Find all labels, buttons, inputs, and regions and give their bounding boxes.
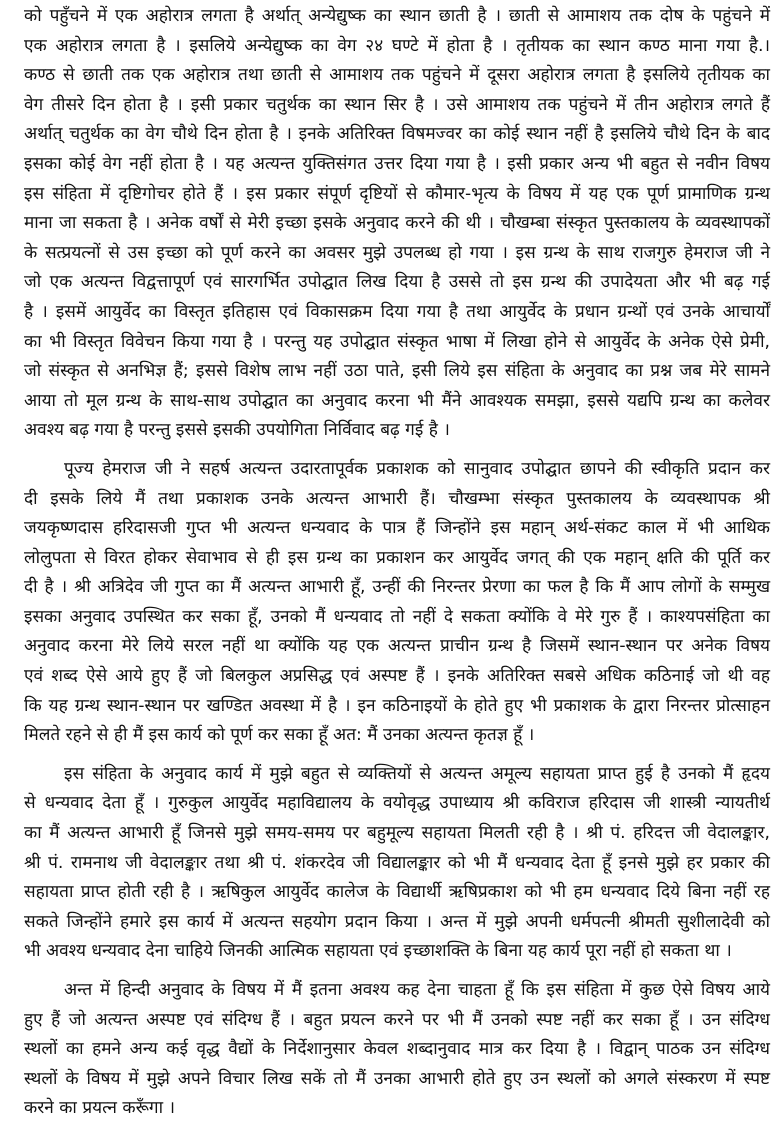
text-line: कि यह ग्रन्थ स्थान-स्थान पर खण्डित अवस्था में है । इन कठिनाइयों के होते हुए भी प्रकाशक के द्वारा निरन्तर प्रोत्साहन	[24, 695, 770, 716]
text-line: इस संहिता के अनुवाद कार्य में मुझे बहुत से व्यक्तियों से अत्यन्त अमूल्य सहायता प्राप्त हुई है उनको मैं हृदय	[64, 763, 770, 784]
text-line: का भी विस्तृत विवेचन किया गया है । परन्तु यह उपोद्घात संस्कृत भाषा में लिखा होने से आयुर्वेद के अनेक ऐसे प्रेमी,	[24, 331, 770, 352]
paragraph-1	[24, 2, 770, 446]
text-line: पूज्य हेमराज जी ने सहर्ष अत्यन्त उदारतापूर्वक प्रकाशक को सानुवाद उपोद्घात छापने की स्वीकृति प्रदान कर	[64, 458, 770, 479]
text-line: वेग तीसरे दिन होता है । इसी प्रकार चतुर्थक का स्थान सिर है । उसे आमाशय तक पहुंचने में तीन अहोरात्र लगते हैं	[24, 94, 770, 115]
text-line: से धन्यवाद देता हूँ । गुरुकुल आयुर्वेद महाविद्यालय के वयोवृद्ध उपाध्याय श्री कविराज हरिदास जी शास्त्री न्यायतीर्थ	[24, 793, 770, 814]
paragraph-2	[24, 455, 770, 751]
text-line: सहायता प्राप्त होती रही है । ऋषिकुल आयुर्वेद कालेज के विद्यार्थी ऋषिप्रकाश को भी हम धन्यवाद दिये बिना नहीं रह	[24, 882, 770, 903]
text-line: आया तो मूल ग्रन्थ के साथ-साथ उपोद्घात का अनुवाद करना भी मैंने आवश्यक समझा, इससे यद्यपि ग्रन्थ का कलेवर	[24, 390, 770, 411]
text-line: माना जा सकता है । अनेक वर्षों से मेरी इच्छा इसके अनुवाद करने की थी । चौखम्बा संस्कृत पुस्तकालय के व्यवस्थापकों	[24, 213, 770, 234]
text-line: के सत्प्रयत्नों से उस इच्छा को पूर्ण करने का अवसर मुझे उपलब्ध हो गया । इस ग्रन्थ के साथ राजगुरु हेमराज जी ने	[24, 242, 770, 263]
text-line: जो एक अत्यन्त विद्वत्तापूर्ण एवं सारगर्भित उपोद्घात लिख दिया है उससे तो इस ग्रन्थ की उपादेयता और भी बढ़ गई	[24, 272, 770, 293]
text-line: लोलुपता से विरत होकर सेवाभाव से ही इस ग्रन्थ का प्रकाशन कर आयुर्वेद जगत् की एक महान् क्षति की पूर्ति कर	[24, 547, 770, 568]
text-line: जो संस्कृत से अनभिज्ञ हैं; इससे विशेष लाभ नहीं उठा पाते, इसी लिये इस संहिता के अनुवाद का प्रश्न जब मेरे सामने	[24, 361, 770, 382]
text-line: जयकृष्णदास हरिदासजी गुप्त भी अत्यन्त धन्यवाद के पात्र हैं जिन्होंने इस महान् अर्थ-संकट काल में भी आथिक	[24, 518, 770, 539]
text-line: सकते जिन्होंने हमारे इस कार्य में अत्यन्त सहयोग प्रदान किया । अन्त में मुझे अपनी धर्मपत्नी श्रीमती सुशीलादेवी को	[24, 911, 770, 932]
text-line: अनुवाद करना मेरे लिये सरल नहीं था क्योंकि यह एक अत्यन्त प्राचीन ग्रन्थ है जिसमें स्थान-स्थान पर अनेक विषय	[24, 636, 770, 657]
text-line: एवं शब्द ऐसे आये हुए हैं जो बिलकुल अप्रसिद्ध एवं अस्पष्ट हैं । इनके अतिरिक्त सबसे अधिक कठिनाई जो थी वह	[24, 666, 770, 687]
text-line: हुए हैं जो अत्यन्त अस्पष्ट एवं संदिग्ध हैं । बहुत प्रयत्न करने पर भी मैं उनको स्पष्ट नहीं कर सका हूँ । उन संदिग्ध	[24, 1009, 770, 1030]
paragraph-4	[24, 976, 770, 1124]
text-line: अवश्य बढ़ गया है परन्तु इससे इसकी उपयोगिता निर्विवाद बढ़ गई है ।	[24, 420, 450, 441]
text-line: दी इसके लिये मैं तथा प्रकाशक उनके अत्यन्त आभारी हैं। चौखम्भा संस्कृत पुस्तकालय के व्यवस्थापक श्री	[24, 488, 770, 509]
paragraph-3	[24, 760, 770, 967]
text-line: स्थलों का हमने अन्य कई वृद्ध वैद्यों के निर्देशानुसार केवल शब्दानुवाद मात्र कर दिया है । विद्वान् पाठक उन संदिग्ध	[24, 1039, 770, 1060]
text-line: को पहुँचने में एक अहोरात्र लगता है अर्थात् अन्येद्युष्क का स्थान छाती है । छाती से आमाशय तक दोष के पहुंचने में	[24, 6, 770, 26]
text-line: इस संहिता में दृष्टिगोचर होते हैं । इस प्रकार संपूर्ण दृष्टियों से कौमार-भृत्य के विषय में यह एक पूर्ण प्रामाणिक ग्रन्थ	[24, 183, 770, 204]
text-line: कण्ठ से छाती तक एक अहोरात्र तथा छाती से आमाशय तक पहुंचने में दूसरा अहोरात्र लगता है इसलिये तृतीयक का	[24, 65, 770, 86]
text-line: मिलते रहने से ही मैं इस कार्य को पूर्ण कर सका हूँ अत: मैं उनका अत्यन्त कृतज्ञ हूँ ।	[24, 725, 535, 746]
text-line: इसका अनुवाद उपस्थित कर सका हूँ, उनको मैं धन्यवाद तो नहीं दे सकता क्योंकि वे मेरे गुरु हैं । काश्यपसंहिता का	[24, 606, 770, 627]
text-line: श्री पं. रामनाथ जी वेदालङ्कार तथा श्री पं. शंकरदेव जी विद्यालङ्कार को भी मैं धन्यवाद देता हूँ इनसे मुझे हर प्रकार की	[24, 852, 770, 873]
text-line: का मैं अत्यन्त आभारी हूँ जिनसे मुझे समय-समय पर बहुमूल्य सहायता मिलती रही है । श्री पं. हरिदत्त जी वेदालङ्कार,	[24, 823, 770, 844]
text-line: एक अहोरात्र लगता है । इसलिये अन्येद्युष्क का वेग २४ घण्टे में होता है । तृतीयक का स्थान कण्ठ माना गया है.।	[24, 35, 770, 56]
text-line: इसका कोई वेग नहीं होता है । यह अत्यन्त युक्तिसंगत उत्तर दिया गया है । इसी प्रकार अन्य भी बहुत से नवीन विषय	[24, 153, 770, 174]
text-line: भी अवश्य धन्यवाद देना चाहिये जिनकी आत्मिक सहायता एवं इच्छाशक्ति के बिना यह कार्य पूरा नहीं हो सकता था ।	[24, 941, 732, 962]
text-line: स्थलों के विषय में मुझे अपने विचार लिख सकें तो मैं उनका आभारी होते हुए उन स्थलों को अगले संस्करण में स्पष्ट	[24, 1068, 770, 1089]
text-line: अर्थात् चतुर्थक का वेग चौथे दिन होता है । इनके अतिरिक्त विषमज्वर का कोई स्थान नहीं है इसलिये चौथे दिन के बाद	[24, 124, 770, 145]
text-line: अन्त में हिन्दी अनुवाद के विषय में मैं इतना अवश्य कह देना चाहता हूँ कि इस संहिता में कुछ ऐसे विषय आये	[64, 980, 770, 1000]
text-line: है । इसमें आयुर्वेद का विस्तृत इतिहास एवं विकासक्रम दिया गया है तथा आयुर्वेद के प्रधान ग्रन्थों एवं उनके आचार्यों	[24, 301, 770, 322]
text-line: दी है । श्री अत्रिदेव जी गुप्त का मैं अत्यन्त आभारी हूँ, उन्हीं की निरन्तर प्रेरणा का फल है कि मैं आप लोगों के सम्मुख	[24, 577, 770, 598]
text-line: करने का प्रयत्न करूँगा ।	[24, 1098, 176, 1119]
